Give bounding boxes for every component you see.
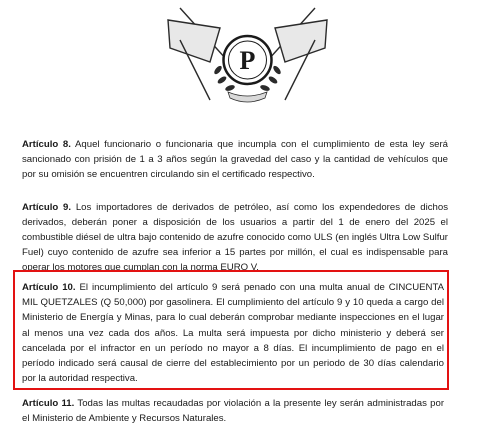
article-number: Artículo 8. [22,139,71,150]
article-10 [22,280,444,386]
seal-letter: P [239,46,256,75]
article-number: Artículo 9. [22,201,72,213]
article-number: Artículo 10. [22,282,76,293]
article-11 [22,396,444,426]
article-9 [22,200,448,276]
article-text: Aquel funcionario o funcionaria que incumpla con el cumplimiento de esta ley será sancionado con prisión de 1 a 3 años según la gravedad del caso y la cantidad de vehículos que por su omisión se encuentren circulando sin el certificado respectivo. [22,139,448,181]
coat-of-arms-seal-icon [150,0,345,108]
article-text: El incumplimiento del artículo 9 será penado con una multa anual de CINCUENTA MIL QUETZALES (Q 50,000) por gasolinera. El cumplimiento del artículo 9 y 10 queda a cargo del Ministerio de Energía y Minas, para lo cual deberán comprobar mediante inspecciones en el lugar al menos una vez cada dos años. La multa será impuesta por dicho ministerio y deberá ser cancelada por el infractor en un período no mayor a 8 días. El incumplimiento de pago en el período indicado será causal de cierre del establecimiento por un periodo de 30 días calendario por la autoridad respectiva. [22,282,444,385]
article-text: Los importadores de derivados de petróleo, así como los expendedores de dichos derivados, deberán poner a disposición de los usuarios a partir del 1 de enero del 2025 el combustible diésel de ultra bajo contenido de azufre conocido como ULS (en inglés Ultra Low Sulfur Fuel) cuyo contenido de azufre sea inferior a 15 partes por millón, el cual es indispensable para operar los motores que cumplan con la norma EURO V. [22,201,448,274]
article-text: Todas las multas recaudadas por violación a la presente ley serán administradas por el Ministerio de Ambiente y Recursos Naturales. [22,398,445,425]
article-number: Artículo 11. [22,398,75,409]
article-8 [22,137,448,183]
